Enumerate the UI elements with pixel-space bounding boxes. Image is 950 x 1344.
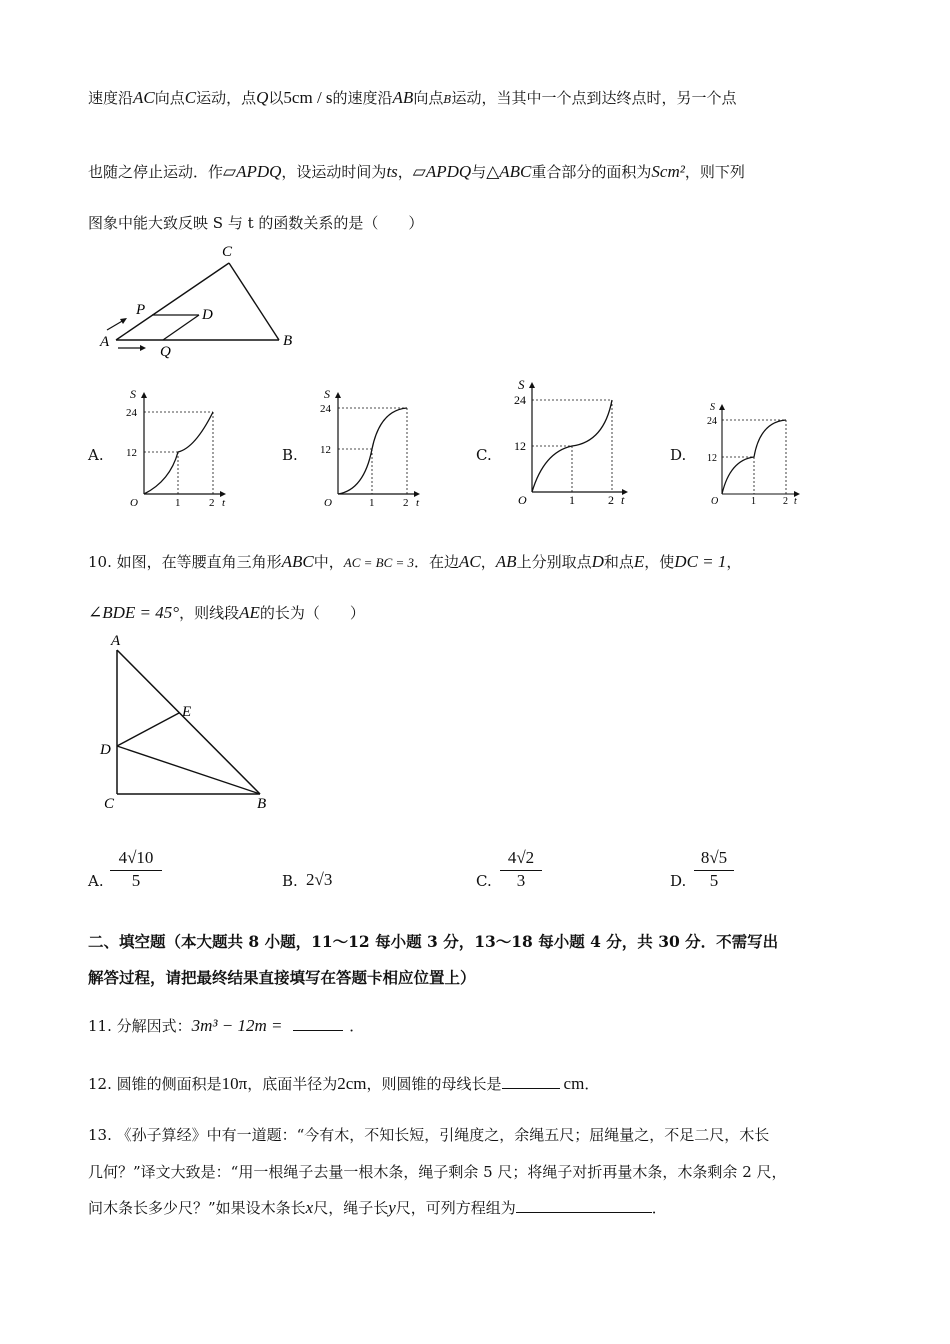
p10-option-c-value [500, 848, 542, 891]
y-tick-24: 24 [320, 403, 331, 415]
math: ∠BDE = 45° [88, 603, 180, 622]
text: 12. 圆锥的侧面积是 [88, 1075, 222, 1093]
text: 尺，绳子长 [313, 1199, 389, 1217]
y-tick-24: 24 [126, 407, 137, 419]
x-tick-1: 1 [369, 497, 375, 508]
math: DC = 1 [674, 552, 727, 571]
text: 与 [471, 163, 487, 181]
s-label: S [130, 387, 136, 401]
p9-line-2 [88, 162, 745, 182]
p10-triangle-figure [96, 630, 286, 816]
p10-option-c-label[interactable]: C. [476, 872, 492, 890]
origin-label: O [711, 496, 719, 507]
denominator: 5 [131, 871, 141, 890]
p9-option-b-label[interactable]: B. [282, 446, 298, 464]
text: 以 [268, 89, 284, 107]
math: B [443, 93, 452, 106]
text: 中， [313, 553, 344, 571]
text: ，则线段 [179, 604, 240, 622]
label-d: D [100, 742, 111, 758]
text: ， [397, 163, 413, 181]
math: E [633, 552, 645, 571]
arrow-ap-head [120, 318, 127, 324]
label-c: C [222, 244, 233, 260]
p9-line-1 [88, 88, 736, 110]
math: AC [459, 552, 481, 571]
label-e: E [182, 704, 192, 720]
label-a: A [111, 633, 121, 649]
math: D [591, 552, 604, 571]
math: △ABC [486, 162, 532, 181]
text: ，则圆锥的母线长是 [366, 1075, 502, 1093]
y-tick-12: 12 [320, 444, 331, 456]
p11-line [88, 1016, 364, 1036]
text: 11. 分解因式： [88, 1017, 192, 1035]
numerator: 4√10 [110, 848, 162, 871]
label-b: B [257, 796, 267, 812]
y-axis-arrow [529, 382, 535, 388]
p13-line-1: 13. 《孙子算经》中有一道题：“今有木，不知长短，引绳度之，余绳五尺；屈绳量之，不足二尺，木长 [88, 1126, 770, 1144]
math: 5cm / s [283, 88, 333, 107]
arrow-ap [107, 320, 124, 330]
math: AC = BC = 3 [343, 555, 415, 570]
y-tick-12: 12 [707, 453, 717, 464]
math: Q [256, 88, 269, 107]
label-c: C [104, 796, 115, 812]
edge-dq [163, 315, 199, 340]
math: 3m³ − 12m = [191, 1016, 283, 1035]
t-label: t [794, 496, 797, 507]
p10-option-d-label[interactable]: D. [670, 872, 687, 890]
text: ，设运动时间为 [281, 163, 387, 181]
x-tick-2: 2 [608, 493, 614, 507]
math: ts [386, 162, 398, 181]
section-2-heading-line-1: 二、填空题（本大题共 8 小题，11～12 每小题 3 分，13～18 每小题 4 分，共 30 分．不需写出 [88, 932, 779, 951]
p10-option-b-value: 2√3 [306, 870, 333, 889]
p9-option-d-label[interactable]: D. [670, 446, 687, 464]
x-tick-2: 2 [209, 497, 215, 508]
math: Scm² [651, 162, 685, 181]
text: ． [584, 1075, 600, 1093]
p13-line-3 [88, 1198, 667, 1218]
y-axis-arrow [335, 392, 341, 398]
x-tick-1: 1 [569, 493, 575, 507]
text: 的速度沿 [332, 89, 393, 107]
text: ，使 [644, 553, 675, 571]
text: 运动，点 [196, 89, 257, 107]
x-tick-1: 1 [175, 497, 181, 508]
label-d: D [202, 307, 213, 323]
origin-label: O [518, 493, 527, 507]
text: 和点 [603, 553, 634, 571]
math: AC [133, 88, 155, 107]
p9-line-3: 图象中能大致反映 S 与 t 的函数关系的是（ ） [88, 214, 424, 232]
math: AB [392, 88, 414, 107]
edge-cb [229, 263, 279, 340]
y-tick-12: 12 [514, 439, 526, 453]
t-label: t [222, 497, 226, 508]
t-label: t [416, 497, 420, 508]
t-label: t [621, 493, 625, 507]
text: 也随之停止运动．作 [88, 163, 224, 181]
math: ABC [281, 552, 314, 571]
y-axis-arrow [719, 404, 725, 410]
p10-option-a-label[interactable]: A. [88, 872, 104, 890]
p10-line-2 [88, 603, 365, 623]
text: ．在边 [414, 553, 460, 571]
label-a: A [100, 334, 110, 350]
text: 尺，可列方程组为 [395, 1199, 516, 1217]
edge-ac [116, 263, 229, 340]
math: cm [563, 1074, 585, 1093]
x-tick-2: 2 [403, 497, 409, 508]
p9-option-a-label[interactable]: A. [88, 446, 104, 464]
p12-line [88, 1074, 599, 1094]
segment-de [117, 713, 179, 746]
y-tick-24: 24 [514, 393, 526, 407]
text: ． [651, 1199, 667, 1217]
numerator: 8√5 [694, 848, 734, 871]
y-tick-12: 12 [126, 447, 137, 459]
origin-label: O [324, 497, 332, 508]
s-label: S [324, 387, 330, 401]
text: 重合部分的面积为 [531, 163, 652, 181]
answer-blank[interactable] [502, 1074, 560, 1089]
text: ， [726, 553, 742, 571]
p9-graph-b [314, 386, 426, 508]
answer-blank[interactable] [293, 1016, 343, 1031]
text: 上分别取点 [516, 553, 592, 571]
p9-graph-c [508, 376, 632, 508]
text: 速度沿 [88, 89, 134, 107]
math: y [388, 1198, 396, 1217]
p10-line-1 [88, 552, 741, 573]
math: AE [239, 603, 260, 622]
p9-triangle-figure [96, 240, 306, 362]
text: ． [349, 1017, 365, 1035]
p9-graph-a [120, 386, 232, 508]
label-q: Q [160, 344, 171, 360]
curve [338, 408, 407, 494]
text: 的长为（ ） [259, 604, 365, 622]
p9-option-c-label[interactable]: C. [476, 446, 492, 464]
text: ， [480, 553, 496, 571]
segment-db [117, 746, 260, 794]
text: ，则下列 [684, 163, 745, 181]
origin-label: O [130, 497, 138, 508]
math: ▱APDQ [223, 162, 282, 181]
s-label: S [518, 377, 525, 392]
text: 问木条长多少尺？”如果设木条长 [88, 1199, 306, 1217]
math: x [305, 1198, 314, 1217]
x-tick-2: 2 [783, 496, 788, 507]
math: 2cm [337, 1074, 367, 1093]
edge-ab [117, 650, 260, 794]
label-p: P [136, 302, 146, 318]
y-tick-24: 24 [707, 416, 717, 427]
arrow-aq-head [140, 345, 146, 351]
p10-option-b-label[interactable]: B. [282, 872, 298, 890]
p10-option-d-value [694, 848, 734, 891]
curve [144, 412, 213, 494]
math: C [184, 88, 197, 107]
p10-option-a-value [110, 848, 162, 891]
math: AB [495, 552, 517, 571]
text: 运动，当其中一个点到达终点时，另一个点 [451, 89, 737, 107]
numerator: 4√2 [500, 848, 542, 871]
p13-line-2: 几何？”译文大致是：“用一根绳子去量一根木条，绳子剩余 5 尺；将绳子对折再量木条，木条剩余 2 尺， [88, 1163, 787, 1181]
section-2-heading-line-2: 解答过程，请把最终结果直接填写在答题卡相应位置上） [88, 968, 476, 987]
math: 10π [221, 1074, 248, 1093]
text: 向点 [413, 89, 444, 107]
denominator: 3 [516, 871, 526, 890]
text: 向点 [154, 89, 185, 107]
y-axis-arrow [141, 392, 147, 398]
math: ▱APDQ [412, 162, 472, 181]
text: 10. 如图，在等腰直角三角形 [88, 553, 282, 571]
s-label: S [710, 402, 715, 413]
text: ，底面半径为 [247, 1075, 338, 1093]
label-b: B [283, 333, 293, 349]
x-tick-1: 1 [751, 496, 756, 507]
p9-graph-d [702, 398, 806, 508]
answer-blank[interactable] [516, 1198, 652, 1213]
denominator: 5 [709, 871, 719, 890]
